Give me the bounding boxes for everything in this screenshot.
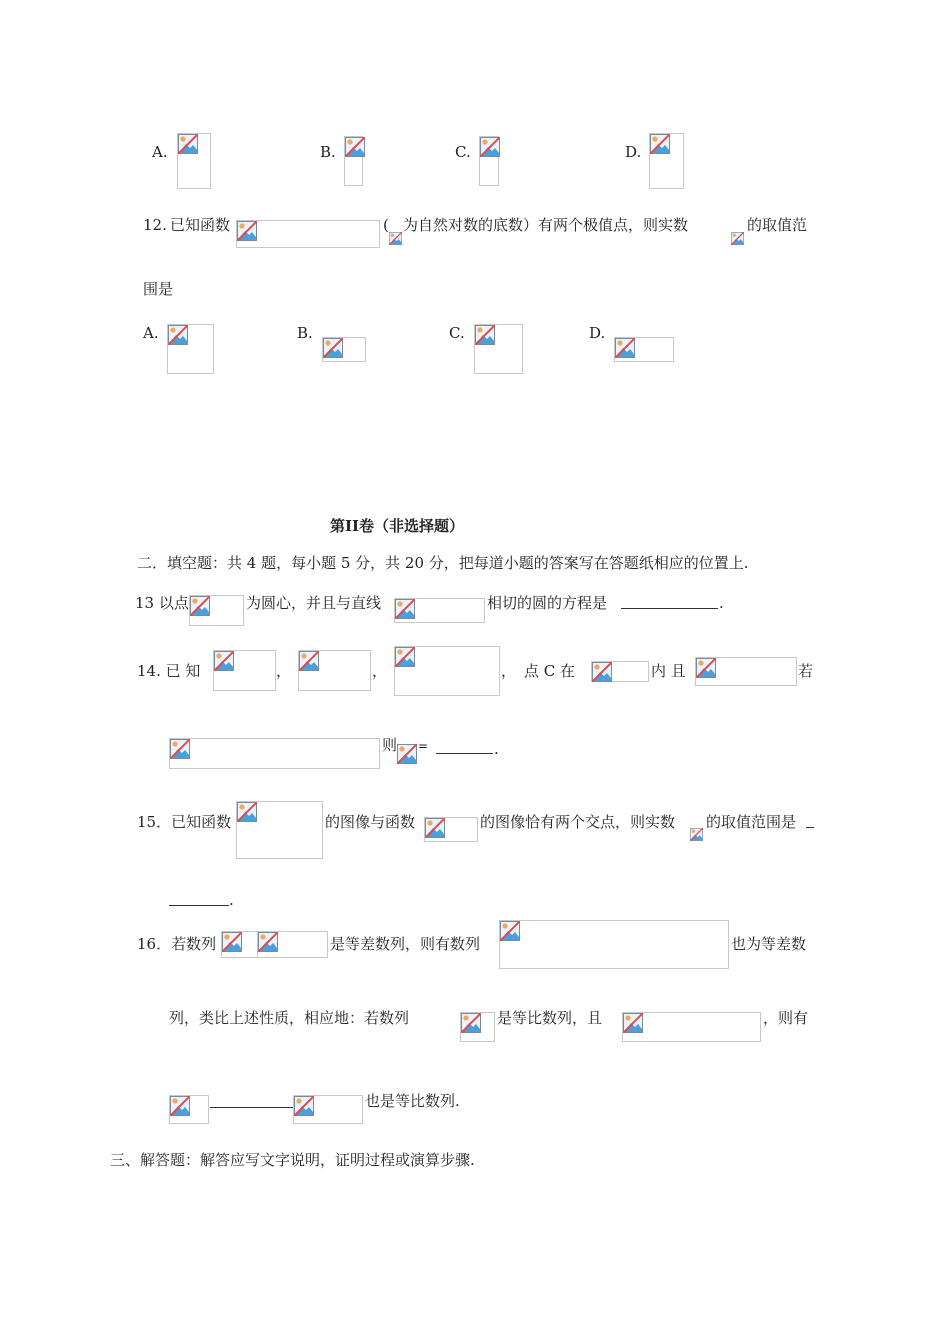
- q15-answer-blank-part1[interactable]: [806, 827, 814, 828]
- broken-image-icon: [623, 1013, 643, 1033]
- q14-text-3: 内 且: [651, 662, 686, 680]
- broken-image-icon: [170, 739, 190, 759]
- section2-intro: 二．填空题：共 4 题，每小题 5 分，共 20 分，把每道小题的答案写在答题纸相应的位置上.: [137, 554, 749, 572]
- q14-answer-blank[interactable]: [436, 753, 493, 754]
- broken-image-icon: [389, 232, 402, 245]
- q15-function-2-formula: [424, 817, 478, 842]
- q15-answer-blank-part2[interactable]: [169, 905, 229, 906]
- q13-point-formula: [189, 595, 244, 626]
- q11-option-a-formula: [177, 133, 211, 189]
- q14-text-1: 14. 已 知: [137, 662, 201, 680]
- q14-comma-1: ，: [276, 662, 292, 680]
- q16-text-3: 也为等差数: [731, 935, 807, 953]
- broken-image-icon: [500, 921, 520, 941]
- broken-image-icon: [258, 932, 278, 952]
- q12-option-a-formula: [167, 324, 214, 374]
- q13-line-formula: [394, 598, 485, 623]
- broken-image-icon: [190, 596, 210, 616]
- q12-option-b-formula: [322, 337, 366, 362]
- q12-option-c-formula: [474, 324, 523, 374]
- broken-image-icon: [395, 647, 415, 667]
- broken-image-icon: [345, 137, 365, 157]
- q12-e-symbol: [389, 226, 402, 245]
- q13-text-2: 为圆心，并且与直线: [246, 594, 382, 612]
- q16-answer-blank[interactable]: [210, 1107, 293, 1108]
- broken-image-icon: [237, 802, 257, 822]
- q11-option-c-label: C.: [455, 143, 471, 161]
- q14-text-5: 则: [382, 736, 398, 754]
- broken-image-icon: [461, 1013, 481, 1033]
- q15-function-1-formula: [236, 801, 323, 859]
- q16-sequence-b-formula: [499, 920, 729, 969]
- broken-image-icon: [731, 232, 744, 245]
- broken-image-icon: [294, 1096, 314, 1116]
- broken-image-icon: [615, 338, 635, 358]
- broken-image-icon: [299, 651, 319, 671]
- q11-option-d-formula: [649, 133, 684, 189]
- q16-text-line2a: 列，类比上述性质，相应地：若数列: [169, 1009, 410, 1027]
- q16-sequence-a-formula: [221, 931, 258, 958]
- q15-end: .: [229, 891, 234, 909]
- q14-vector-1-formula: [213, 650, 276, 691]
- q12-text-1: 已知函数: [170, 216, 231, 234]
- q14-vector-3-formula: [394, 646, 500, 696]
- q13-text-1: 13 以点: [135, 594, 189, 612]
- q16-text-line2b: 是等比数列，且: [497, 1009, 603, 1027]
- broken-image-icon: [214, 651, 234, 671]
- q14-vector-2-formula: [298, 650, 371, 691]
- q16-text-2: 是等差数列，则有数列: [330, 935, 481, 953]
- q11-option-d-label: D.: [625, 143, 642, 161]
- q13-text-3: 相切的圆的方程是: [487, 594, 608, 612]
- q15-text-3: 的图像恰有两个交点，则实数: [480, 813, 676, 831]
- q15-k-symbol: [690, 823, 704, 841]
- q12-function-formula: [236, 220, 380, 248]
- section2-title: 第II卷（非选择题）: [330, 517, 465, 535]
- q16-sequence-index-2-formula: [293, 1095, 363, 1124]
- q12-text-line2: 围是: [143, 280, 174, 298]
- broken-image-icon: [592, 662, 612, 682]
- q14-text-6: =: [418, 739, 429, 753]
- broken-image-icon: [397, 744, 417, 764]
- broken-image-icon: [178, 134, 198, 154]
- q11-option-b-label: B.: [320, 143, 336, 161]
- broken-image-icon: [168, 325, 188, 345]
- q16-text-1: 16．若数列: [137, 935, 217, 953]
- q11-option-b-formula: [344, 136, 363, 186]
- q14-comma-2: ，: [372, 662, 388, 680]
- broken-image-icon: [222, 932, 242, 952]
- q13-answer-blank[interactable]: [621, 608, 718, 609]
- q16-text-line3: 也是等比数列.: [365, 1092, 460, 1110]
- broken-image-icon: [690, 828, 703, 841]
- q12-number: 12.: [143, 216, 167, 234]
- q16-sequence-c-formula: [460, 1012, 495, 1042]
- q15-text-2: 的图像与函数: [325, 813, 416, 831]
- q16-text-line2c: ，则有: [763, 1009, 809, 1027]
- q14-text-4: 若: [798, 662, 814, 680]
- q12-text-2: (: [383, 216, 389, 234]
- broken-image-icon: [237, 221, 257, 241]
- q14-comma-3: ，: [501, 662, 517, 680]
- q13-end: .: [719, 594, 724, 612]
- q16-sequence-d-formula: [169, 1095, 209, 1124]
- q11-option-c-formula: [479, 136, 499, 186]
- q12-option-a-label: A.: [143, 324, 159, 342]
- broken-image-icon: [323, 338, 343, 358]
- q14-text-2: 点 C 在: [524, 662, 576, 680]
- q14-angle-condition-formula: [695, 657, 797, 686]
- q16-sequence-index-formula: [257, 931, 328, 958]
- q15-text-4: 的取值范围是: [706, 813, 797, 831]
- broken-image-icon: [475, 325, 495, 345]
- q12-option-c-label: C.: [449, 324, 465, 342]
- broken-image-icon: [650, 134, 670, 154]
- broken-image-icon: [170, 1096, 190, 1116]
- broken-image-icon: [425, 818, 445, 838]
- broken-image-icon: [395, 599, 415, 619]
- broken-image-icon: [696, 658, 716, 678]
- q12-text-3: 为自然对数的底数）有两个极值点，则实数: [403, 216, 689, 234]
- q15-text-1: 15．已知函数: [137, 813, 232, 831]
- q16-condition-formula: [622, 1012, 761, 1042]
- q11-option-a-label: A.: [152, 143, 168, 161]
- broken-image-icon: [480, 137, 500, 157]
- q12-option-b-label: B.: [297, 324, 313, 342]
- q14-vector-equation-formula: [169, 738, 380, 769]
- q12-option-d-label: D.: [589, 324, 606, 342]
- q14-end: .: [494, 740, 499, 758]
- q12-option-d-formula: [614, 337, 674, 362]
- q12-text-4: 的取值范: [747, 216, 808, 234]
- q14-ratio-symbol: [397, 744, 417, 763]
- section3-intro: 三、解答题：解答应写文字说明，证明过程或演算步骤.: [110, 1151, 475, 1169]
- q14-angle-formula: [591, 661, 649, 682]
- q12-a-symbol: [731, 226, 746, 245]
